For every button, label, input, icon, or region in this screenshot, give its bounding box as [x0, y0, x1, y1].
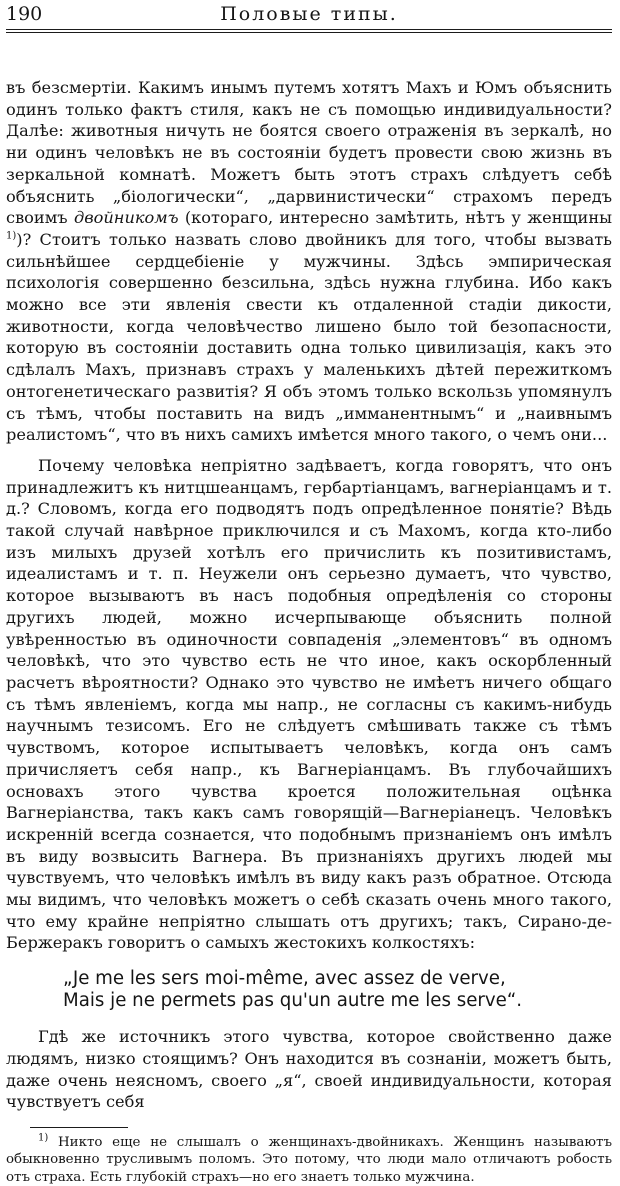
footnote-marker: 1) [38, 1132, 49, 1144]
footnote-reference: 1) [6, 230, 17, 242]
running-title: Половые типы. [220, 3, 398, 25]
french-quote [63, 968, 612, 1012]
italic-term: двойникомъ [73, 208, 179, 228]
body-text [6, 77, 612, 1113]
header-rule-double [6, 32, 612, 33]
paragraph-1-text-c: )? Стоитъ только назвать слово двойникъ для того, чтобы вызвать сильнѣйшее сердцебіеніе у мужчины. Здѣсь эмпирическая психологія совершенно безсильна, здѣсь нужна глубина. Ибо какъ можно все эти явленія свести къ отдаленной стадіи дикости, животности, когда человѣчество лишено было той безопасности, которую въ состояніи доставить одна только цивилизація, какъ это сдѣлалъ Махъ, признавъ страхъ у маленькихъ дѣтей пережиткомъ онтогенетическаго развитія? Я объ этомъ только вскользь упомянулъ съ тѣмъ, чтобы поставить на видъ „имманентнымъ“ и „наивнымъ реалистомъ“, что въ нихъ самихъ имѣется много такого, о чемъ они... [6, 229, 612, 445]
paragraph-1-text-b: (котораго, интересно замѣтить, нѣтъ у женщины [178, 208, 612, 228]
page-number: 190 [6, 3, 43, 25]
book-page [0, 2, 620, 1185]
quote-line-1: „Je me les sers moi-même, avec assez de verve, [63, 968, 506, 990]
paragraph-1 [6, 77, 612, 446]
paragraph-2: Почему человѣка непріятно задѣваетъ, когда говорятъ, что онъ принадлежитъ къ нитцшеанцамъ, гербартіанцамъ, вагнеріанцамъ и т. д.? Словомъ, когда его подводятъ подъ опредѣленное понятіе? Вѣдь такой случай навѣрное приключился и съ Махомъ, когда кто-либо изъ милыхъ друзей хотѣлъ его причислить къ позитивистамъ, идеалистамъ и т. п. Неужели онъ серьезно думаетъ, что чувство, которое вызываютъ въ насъ подобныя опредѣленія со стороны другихъ людей, можно исчерпывающе объяснить полной увѣренностью въ одиночности совпаденія „элементовъ“ въ одномъ человѣкѣ, что это чувство есть не что иное, какъ оскорбленный расчетъ вѣроятности? Однако это чувство не имѣетъ ничего общаго съ тѣмъ явленіемъ, когда мы напр., не согласны съ какимъ-нибудь научнымъ тезисомъ. Его не слѣдуетъ смѣшивать также съ тѣмъ чувствомъ, которое испытываетъ человѣкъ, когда онъ самъ причисляетъ себя напр., къ Вагнеріанцамъ. Въ глубочайшихъ основахъ этого чувства кроется положительная оцѣнка Вагнеріанства, такъ какъ самъ говорящій—Вагнеріанецъ. Человѣкъ искренній всегда сознается, что подобнымъ признаніемъ онъ имѣлъ въ виду возвысить Вагнера. Въ признаніяхъ другихъ людей мы чувствуемъ, что человѣкъ имѣлъ въ виду какъ разъ обратное. Отсюда мы видимъ, что человѣкъ можетъ о себѣ сказать очень много такого, что ему крайне непріятно слышать отъ другихъ; такъ, Сирано-де-Бержеракъ говоритъ о самыхъ жестокихъ колкостяхъ: [6, 455, 612, 953]
footnote-rule [30, 1127, 128, 1128]
quote-line-2: Mais je ne permets pas qu'un autre me les serve“. [63, 990, 523, 1012]
paragraph-1-text-a: въ безсмертіи. Какимъ инымъ путемъ хотятъ Махъ и Юмъ объяснить одинъ только фактъ стиля, какъ не съ помощью индивидуальности? Далѣе: животныя ничуть не боятся своего отраженія въ зеркалѣ, но ни одинъ человѣкъ не въ состояніи будетъ провести свою жизнь въ зеркальной комнатѣ. Можетъ быть этотъ страхъ слѣдуетъ себѣ объяснить „біологически“, „дарвинистически“ страхомъ передъ своимъ [6, 78, 612, 228]
footnote [6, 1134, 612, 1186]
page-header [6, 2, 612, 26]
footnote-text: Никто еще не слышалъ о женщинахъ-двойникахъ. Женщинъ называютъ обыкновенно трусливымъ поломъ. Это потому, что люди мало отличаютъ робость отъ страха. Есть глубокій страхъ—но его знаетъ только мужчина. [6, 1134, 612, 1185]
header-rule [6, 29, 612, 30]
paragraph-3: Гдѣ же источникъ этого чувства, которое свойственно даже людямъ, низко стоящимъ? Онъ находится въ сознаніи, можетъ быть, даже очень неясномъ, своего „я“, своей индивидуальности, которая чувствуетъ себя [6, 1027, 612, 1112]
